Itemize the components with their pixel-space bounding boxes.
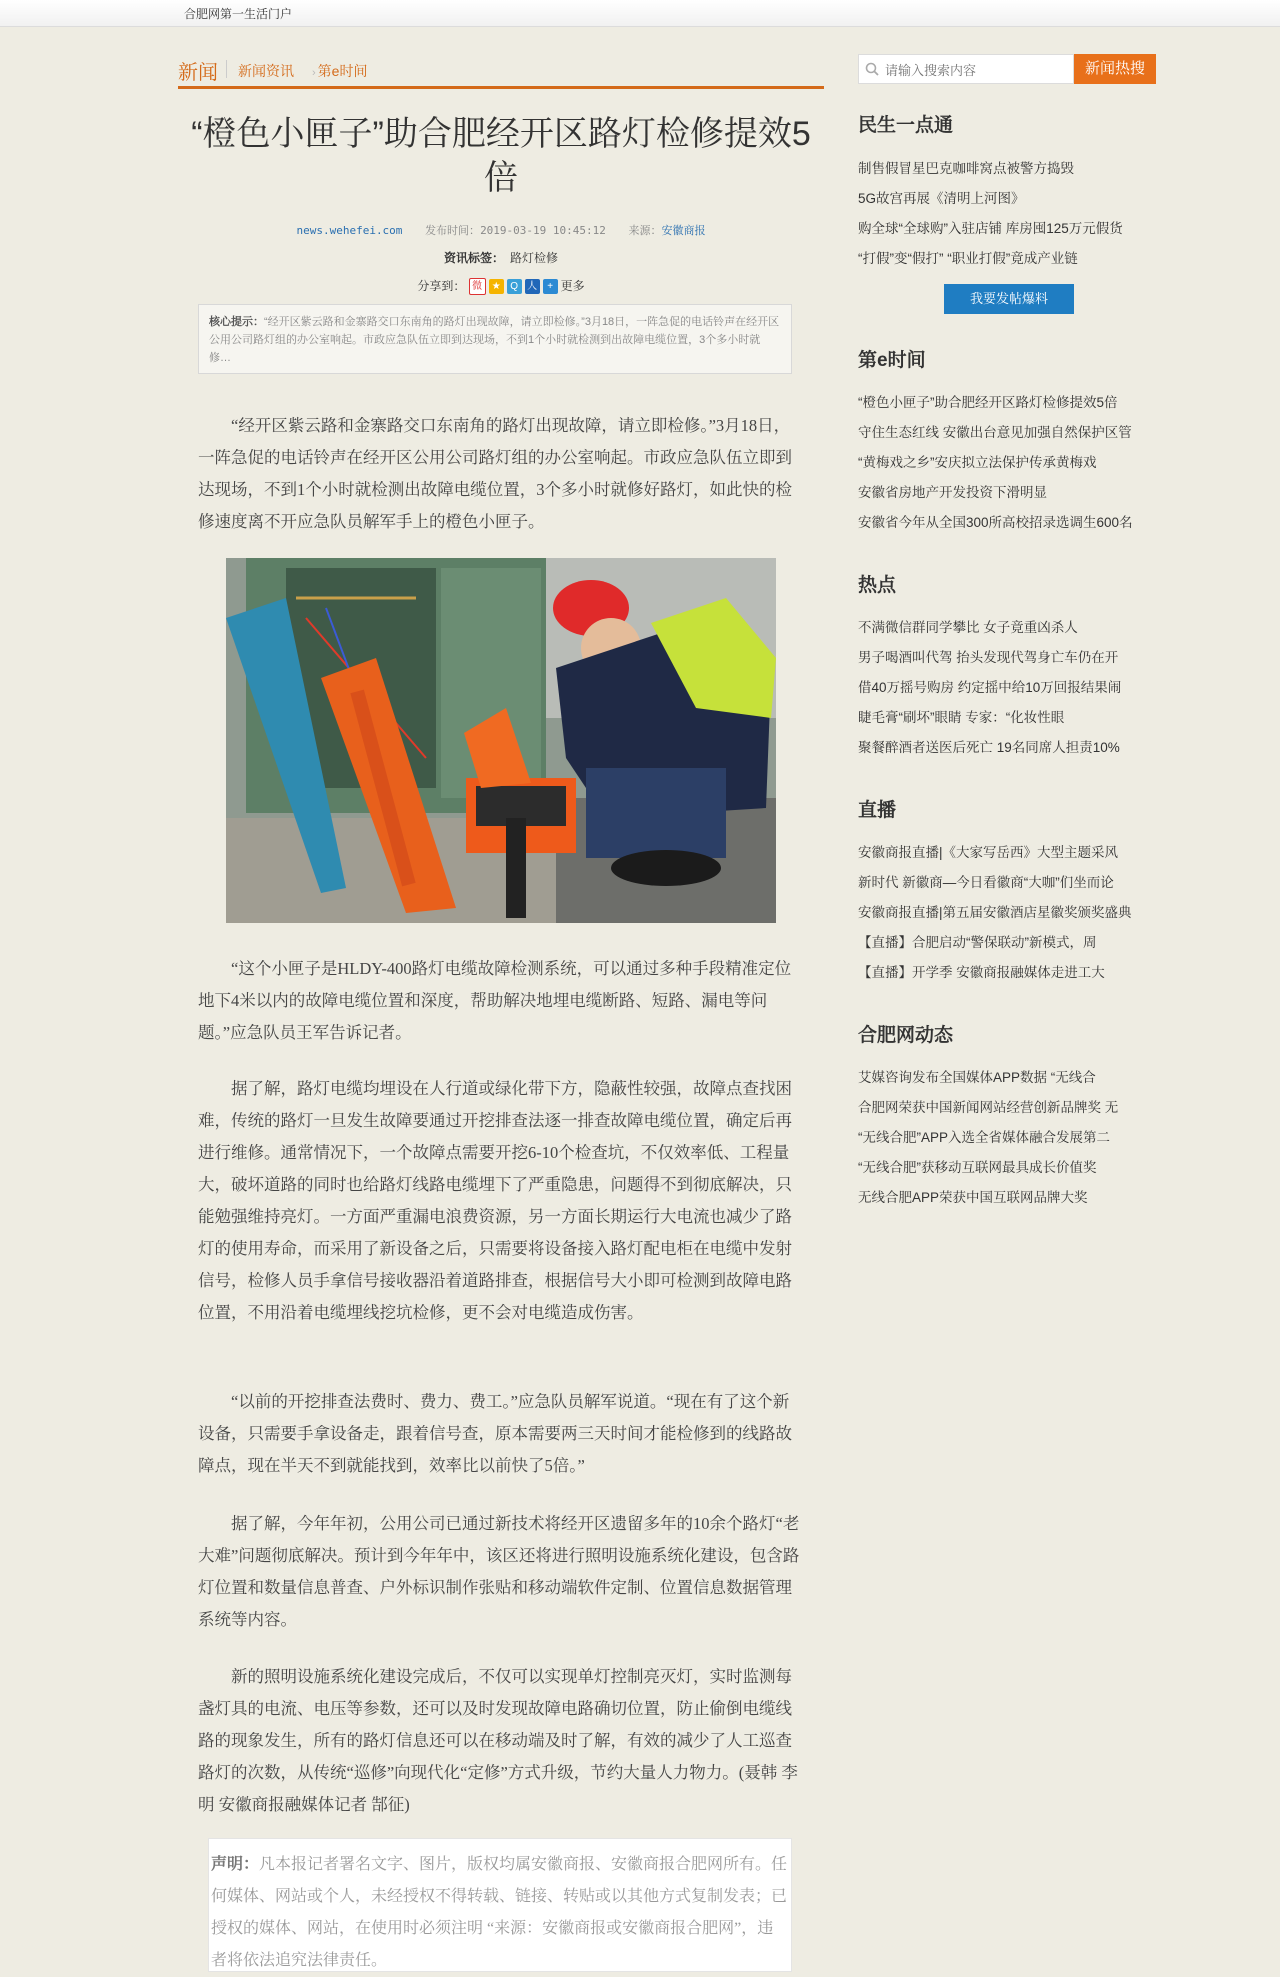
copyright-notice: [208, 1838, 792, 1972]
article-meta: [178, 222, 824, 238]
breadcrumb-section[interactable]: 新闻: [178, 62, 218, 84]
qq-weibo-share-icon[interactable]: Q: [507, 279, 522, 294]
search-input[interactable]: [883, 59, 1073, 81]
hefei-news-list: [858, 1063, 1158, 1213]
list-item[interactable]: 合肥网荣获中国新闻网站经营创新品牌奖 无: [858, 1100, 1119, 1115]
notice-label: 声明：: [211, 1856, 260, 1873]
publish-time-value: 2019-03-19 10:45:12: [480, 224, 606, 237]
section-title-hotspot: 热点: [858, 575, 897, 596]
article-title: [178, 112, 824, 200]
article-summary: [198, 304, 792, 374]
list-item[interactable]: 艾媒咨询发布全国媒体APP数据 “无线合: [858, 1070, 1096, 1085]
search-box: [858, 54, 1074, 84]
share-more-link[interactable]: 更多: [560, 279, 585, 293]
list-item[interactable]: 【直播】开学季 安徽商报融媒体走进工大: [858, 965, 1105, 980]
notice-text: 凡本报记者署名文字、图片，版权均属安徽商报、安徽商报合肥网所有。任何媒体、网站或个人，未经授权不得转载、链接、转贴或以其他方式复制发表；已授权的媒体、网站，在使用时必须注明 “来源：安徽商报或安徽商报合肥网”，违者将依法追究法律责任。: [211, 1856, 788, 1969]
site-name[interactable]: 合肥网第一生活门户: [184, 7, 293, 21]
di-e-shijian-list: [858, 388, 1158, 538]
list-item[interactable]: “无线合肥”APP入选全省媒体融合发展第二: [858, 1130, 1111, 1145]
top-bar: [0, 0, 1280, 27]
list-item[interactable]: 睫毛膏“刷坏”眼睛 专家：“化妆性眼: [858, 710, 1065, 725]
breadcrumb: [178, 56, 824, 89]
list-item[interactable]: 新时代 新徽商—今日看徽商“大咖”们坐而论: [858, 875, 1114, 890]
article-paragraph: “经开区紫云路和金寨路交口东南角的路灯出现故障，请立即检修。”3月18日，一阵急促的电话铃声在经开区公用公司路灯组的办公室响起。市政应急队伍立即到达现场，不到1个小时就检测出故障电缆位置，3个多小时就修好路灯，如此快的检修速度离不开应急队员解军手上的橙色小匣子。: [198, 416, 792, 531]
list-item[interactable]: 守住生态红线 安徽出台意见加强自然保护区管: [858, 425, 1132, 440]
section-title-minsheng: 民生一点通: [858, 115, 954, 136]
summary-text: “经开区紫云路和金寨路交口东南角的路灯出现故障，请立即检修。”3月18日，一阵急促的电话铃声在经开区公用公司路灯组的办公室响起。市政应急队伍立即到达现场，不到1个小时就检测到出故障电缆位置，3个多小时就修…: [209, 316, 780, 364]
list-item[interactable]: 安徽商报直播|第五届安徽酒店星徽奖颁奖盛典: [858, 905, 1132, 920]
chevron-right-icon: ›: [312, 67, 316, 79]
list-item[interactable]: 借40万摇号购房 约定摇中给10万回报结果闹: [858, 680, 1122, 695]
qzone-share-icon[interactable]: ★: [489, 279, 504, 294]
list-item[interactable]: 5G故宫再展《清明上河图》: [858, 191, 1025, 206]
breadcrumb-level1[interactable]: 新闻资讯: [238, 63, 294, 79]
live-list: [858, 838, 1158, 988]
publish-label: 发布时间：: [425, 224, 481, 237]
renren-share-icon[interactable]: 人: [525, 279, 540, 294]
breadcrumb-divider: [226, 60, 227, 78]
publish-time: [425, 224, 606, 237]
article-paragraph: 据了解，路灯电缆均埋设在人行道或绿化带下方，隐蔽性较强，故障点查找困难，传统的路灯一旦发生故障要通过开挖排查法逐一排查故障电缆位置，确定后再进行维修。通常情况下，一个故障点需要开挖6-10个检查坑，不仅效率低、工程量大，破坏道路的同时也给路灯线路电缆埋下了严重隐患，问题得不到彻底解决，只能勉强维持亮灯。一方面严重漏电浪费资源，另一方面长期运行大电流也减少了路灯的使用寿命，而采用了新设备之后，只需要将设备接入路灯配电柜在电缆中发射信号，检修人员手拿信号接收器沿着道路排查，根据信号大小即可检测到故障电路位置，不用沿着电缆埋线挖坑检修，更不会对电缆造成伤害。: [198, 1079, 792, 1322]
summary-label: 核心提示：: [209, 316, 264, 328]
article-tags: [178, 249, 824, 266]
search-icon: [865, 62, 879, 76]
list-item[interactable]: “无线合肥”获移动互联网最具成长价值奖: [858, 1160, 1097, 1175]
article-paragraph: “以前的开挖排查法费时、费力、费工。”应急队员解军说道。“现在有了这个新设备，只需要手拿设备走，跟着信号查，原本需要两三天时间才能检修到的线路故障点，现在半天不到就能找到，效率比以前快了5倍。”: [198, 1392, 792, 1475]
breadcrumb-level2[interactable]: [312, 61, 367, 81]
hotspot-list: [858, 613, 1158, 763]
source-link[interactable]: 安徽商报: [661, 225, 706, 237]
minsheng-list: [858, 154, 1158, 274]
list-item[interactable]: 聚餐醉酒者送医后死亡 19名同席人担责10%: [858, 740, 1120, 755]
report-button[interactable]: 我要发帖爆料: [944, 284, 1074, 314]
list-item[interactable]: 制售假冒星巴克咖啡窝点被警方捣毁: [858, 161, 1074, 176]
list-item[interactable]: 无线合肥APP荣获中国互联网品牌大奖: [858, 1190, 1088, 1205]
list-item[interactable]: 不满微信群同学攀比 女子竟重凶杀人: [858, 620, 1078, 635]
more-share-icon[interactable]: +: [543, 279, 558, 294]
article-paragraph: 新的照明设施系统化建设完成后，不仅可以实现单灯控制亮灭灯，实时监测每盏灯具的电流、电压等参数，还可以及时发现故障电路确切位置，防止偷倒电缆线路的现象发生，所有的路灯信息还可以在移动端及时了解，有效的减少了人工巡查路灯的次数，从传统“巡修”向现代化“定修”方式升级，节约大量人力物力。(聂韩 李明 安徽商报融媒体记者 郜征): [198, 1667, 798, 1814]
list-item[interactable]: 男子喝酒叫代驾 抬头发现代驾身亡车仍在开: [858, 650, 1119, 665]
list-item[interactable]: “打假”变“假打” “职业打假”竟成产业链: [858, 251, 1078, 266]
section-title-di-e-shijian: 第e时间: [858, 350, 926, 371]
tag-link[interactable]: 路灯检修: [510, 251, 559, 265]
section-title-hefei-news: 合肥网动态: [858, 1025, 954, 1046]
breadcrumb-level2-label[interactable]: 第e时间: [317, 63, 368, 79]
share-label: 分享到：: [417, 279, 466, 293]
list-item[interactable]: 安徽商报直播|《大家写岳西》大型主题采风: [858, 845, 1119, 860]
source: [629, 224, 706, 237]
article-paragraph: 据了解，今年年初，公用公司已通过新技术将经开区遗留多年的10余个路灯“老大难”问题彻底解决。预计到今年年中，该区还将进行照明设施系统化建设，包含路灯位置和数量信息普查、户外标识制作张贴和移动端软件定制、位置信息数据管理系统等内容。: [198, 1514, 800, 1629]
source-label: 来源：: [628, 225, 662, 237]
list-item[interactable]: 安徽省房地产开发投资下滑明显: [858, 485, 1047, 500]
weibo-share-icon[interactable]: 微: [469, 278, 486, 295]
article-photo: [226, 558, 776, 923]
list-item[interactable]: “橙色小匣子”助合肥经开区路灯检修提效5倍: [858, 395, 1118, 410]
list-item[interactable]: 安徽省今年从全国300所高校招录选调生600名: [858, 515, 1133, 530]
source-url-link[interactable]: news.wehefei.com: [296, 224, 403, 237]
section-title-live: 直播: [858, 800, 897, 821]
list-item[interactable]: 购全球“全球购”入驻店铺 库房囤125万元假货: [858, 221, 1123, 236]
share-bar: [178, 277, 824, 295]
tags-label: 资讯标签：: [443, 251, 504, 265]
search-button[interactable]: 新闻热搜: [1074, 54, 1156, 84]
photo-illustration: [226, 558, 776, 923]
list-item[interactable]: “黄梅戏之乡”安庆拟立法保护传承黄梅戏: [858, 455, 1097, 470]
article-paragraph: “这个小匣子是HLDY-400路灯电缆故障检测系统，可以通过多种手段精准定位地下4米以内的故障电缆位置和深度，帮助解决地埋电缆断路、短路、漏电等问题。”应急队员王军告诉记者。: [198, 959, 792, 1042]
article-title-text: “橙色小匣子”助合肥经开区路灯检修提效5倍: [191, 115, 811, 197]
list-item[interactable]: 【直播】合肥启动“警保联动”新模式，周: [858, 935, 1097, 950]
